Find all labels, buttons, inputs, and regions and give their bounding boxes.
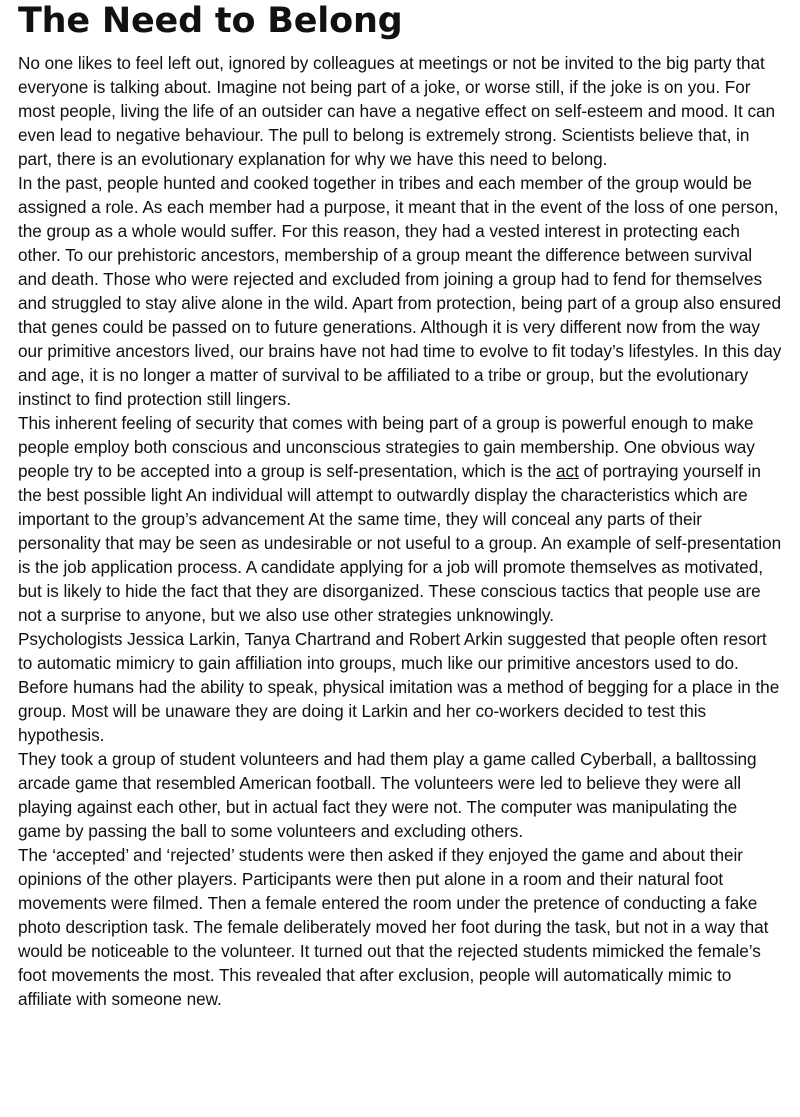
paragraph-2: In the past, people hunted and cooked together in tribes and each member of the group would be assigned a role. As each member had a purpose, it meant that in the event of the loss of one person, the group as a whole would suffer. For this reason, they had a vested interest in protecting each other. To our prehistoric ancestors, membership of a group meant the difference between survival and death. Those who were rejected and excluded from joining a group had to fend for themselves and struggled to stay alive alone in the wild. Apart from protection, being part of a group also ensured that genes could be passed on to future generations. Although it is very different now from the way our primitive ancestors lived, our brains have not had time to evolve to fit today’s lifestyles. In this day and age, it is no longer a matter of survival to be affiliated to a tribe or group, but the evolutionary instinct to find protection still lingers. [18,173,782,409]
paragraph-5: They took a group of student volunteers and had them play a game called Cyberball, a balltossing arcade game that resembled American football. The volunteers were led to believe they were all playing against each other, but in actual fact they were not. The computer was manipulating the game by passing the ball to some volunteers and excluding others. [18,749,757,841]
paragraph-1: No one likes to feel left out, ignored by colleagues at meetings or not be invited to the big party that everyone is talking about. Imagine not being part of a joke, or worse still, if the joke is on you. For most people, living the life of an outsider can have a negative effect on self-esteem and mood. It can even lead to negative behaviour. The pull to belong is extremely strong. Scientists believe that, in part, there is an evolutionary explanation for why we have this need to belong. [18,53,776,169]
page-title: The Need to Belong [18,1,403,41]
article-body [18,51,782,1011]
paragraph-6: The ‘accepted’ and ‘rejected’ students were then asked if they enjoyed the game and about their opinions of the other players. Participants were then put alone in a room and their natural foot movements were filmed. Then a female entered the room under the pretence of conducting a fake photo description task. The female deliberately moved her foot during the task, but not in a way that would be noticeable to the volunteer. It turned out that the rejected students mimicked the female’s foot movements the most. This revealed that after exclusion, people will automatically mimic to affiliate with someone new. [18,845,769,1009]
paragraph-3-text-after-link: of portraying yourself in the best possible light An individual will attempt to outwardly display the characteristics which are important to the group’s advancement At the same time, they will conceal any parts of their personality that may be seen as undesirable or not useful to a group. An example of self-presentation is the job application process. A candidate applying for a job will promote themselves as motivated, but is likely to hide the fact that they are disorganized. These conscious tactics that people use are not a surprise to anyone, but we also use other strategies unknowingly. [18,461,782,625]
paragraph-3-text-before-link: This inherent feeling of security that comes with being part of a group is powerful enough to make people employ both conscious and unconscious strategies to gain membership. One obvious way people try to be accepted into a group is self-presentation, which is the [18,413,755,481]
paragraph-4: Psychologists Jessica Larkin, Tanya Chartrand and Robert Arkin suggested that people often resort to automatic mimicry to gain affiliation into groups, much like our primitive ancestors used to do. Before humans had the ability to speak, physical imitation was a method of begging for a place in the group. Most will be unaware they are doing it Larkin and her co-workers decided to test this hypothesis. [18,629,780,745]
act-link[interactable]: act [556,461,579,481]
paragraph-3 [18,411,782,627]
